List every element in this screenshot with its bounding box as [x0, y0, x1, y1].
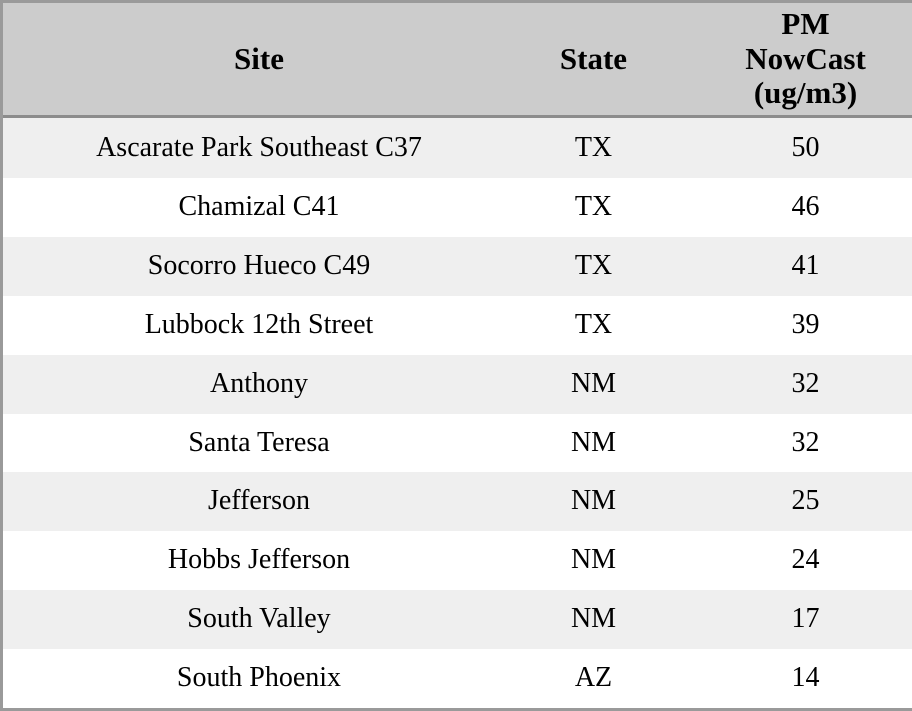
air-quality-table — [3, 3, 912, 708]
column-header-pm-nowcast — [672, 3, 912, 117]
cell-site: Lubbock 12th Street — [144, 308, 374, 340]
column-header-pm-nowcast-line2: NowCast — [745, 40, 866, 76]
table-row — [3, 355, 912, 414]
cell-value: 46 — [791, 191, 820, 223]
cell-state: TX — [574, 131, 613, 163]
cell-site: Chamizal C41 — [178, 191, 340, 223]
cell-site: Jefferson — [207, 485, 311, 517]
cell-value: 32 — [791, 426, 820, 458]
column-header-site — [3, 3, 515, 117]
cell-site: Anthony — [210, 367, 308, 399]
table-row — [3, 296, 912, 355]
column-header-pm-nowcast-line1: PM — [781, 6, 830, 41]
cell-state: NM — [570, 367, 617, 399]
table-header — [3, 3, 912, 117]
cell-site: South Valley — [187, 603, 331, 635]
table-header-row — [3, 3, 912, 117]
cell-state: NM — [570, 426, 617, 458]
cell-site: Santa Teresa — [188, 426, 330, 458]
cell-site: Socorro Hueco C49 — [147, 249, 371, 281]
cell-state: NM — [570, 603, 617, 635]
cell-site: Hobbs Jefferson — [167, 544, 351, 576]
cell-value: 39 — [791, 308, 820, 340]
table-row — [3, 117, 912, 178]
table-row — [3, 237, 912, 296]
cell-site: Ascarate Park Southeast C37 — [96, 131, 422, 163]
table-row — [3, 472, 912, 531]
cell-state: TX — [574, 191, 613, 223]
cell-state: AZ — [574, 662, 613, 694]
cell-state: TX — [574, 308, 613, 340]
cell-value: 24 — [791, 544, 820, 576]
cell-state: NM — [570, 544, 617, 576]
table-row — [3, 590, 912, 649]
cell-site: South Phoenix — [176, 662, 342, 694]
table-row — [3, 178, 912, 237]
table-body — [3, 117, 912, 708]
column-header-site-label: Site — [234, 40, 284, 76]
column-header-state-label: State — [559, 40, 628, 76]
cell-value: 41 — [791, 249, 820, 281]
table-row — [3, 649, 912, 708]
cell-value: 25 — [791, 485, 820, 517]
cell-value: 32 — [791, 367, 820, 399]
cell-value: 50 — [791, 131, 820, 163]
cell-state: NM — [570, 485, 617, 517]
table-row — [3, 531, 912, 590]
column-header-pm-nowcast-line3: (ug/m3) — [753, 75, 858, 111]
column-header-state — [515, 3, 672, 117]
cell-state: TX — [574, 249, 613, 281]
cell-value: 17 — [791, 603, 820, 635]
cell-value: 14 — [791, 662, 820, 694]
table-row — [3, 414, 912, 473]
